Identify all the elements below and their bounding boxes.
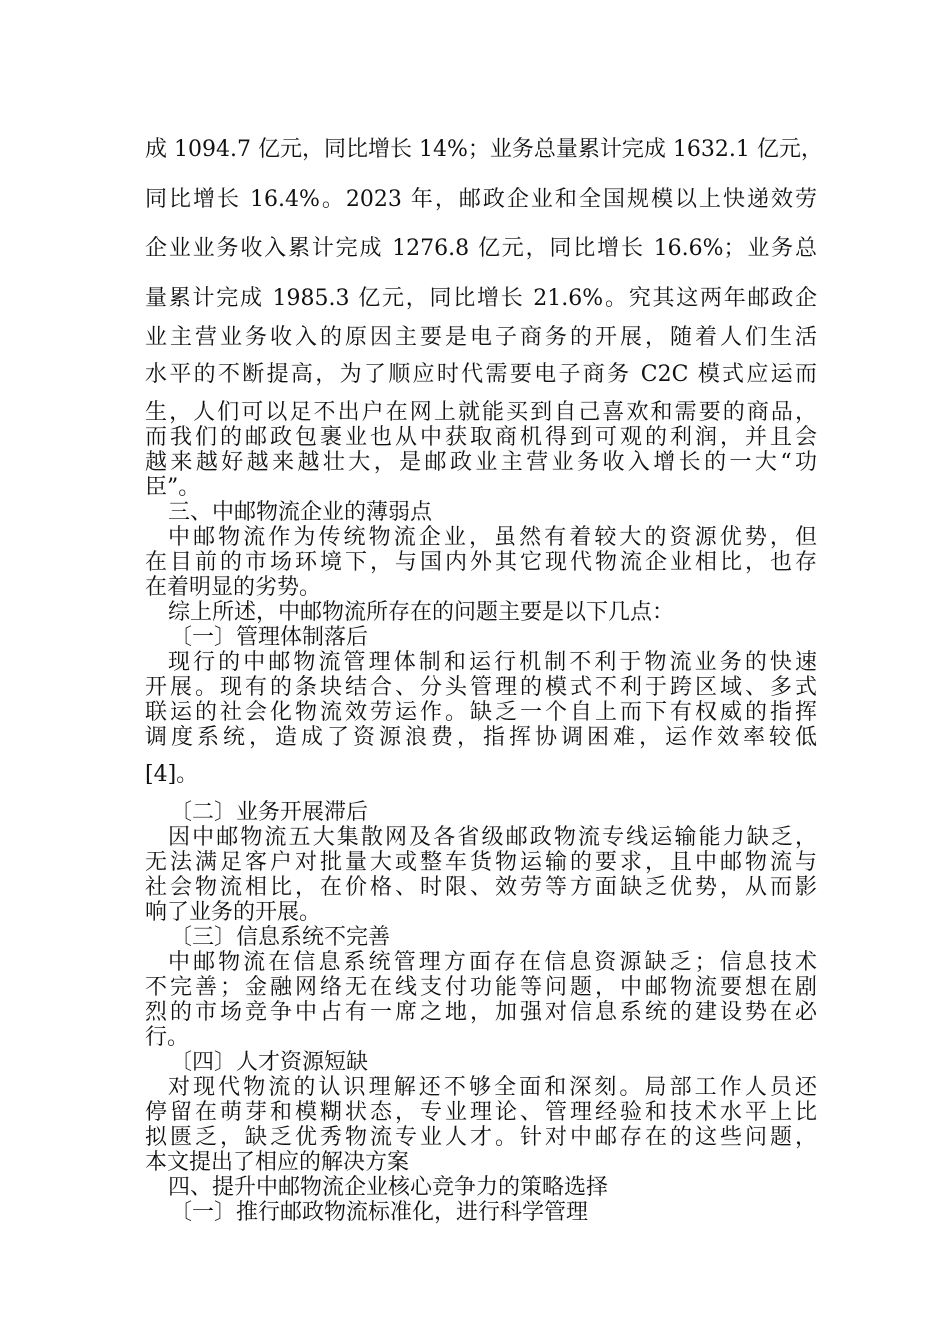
body-text-line: 企业业务收入累计完成 1276.8 亿元，同比增长 16.6%；业务总 (145, 236, 817, 261)
body-text-line: 拟匮乏，缺乏优秀物流专业人才。针对中邮存在的这些问题， (145, 1125, 817, 1150)
body-text-line: 综上所述，中邮物流所存在的问题主要是以下几点： (168, 600, 675, 625)
subsection-heading: 〔一〕推行邮政物流标准化，进行科学管理 (170, 1200, 589, 1225)
body-text-line: 量累计完成 1985.3 亿元，同比增长 21.6%。究其这两年邮政企 (145, 286, 817, 311)
body-text-line: 调度系统，造成了资源浪费，指挥协调困难，运作效率较低 (145, 725, 817, 750)
body-text-line: 在着明显的劣势。 (145, 575, 322, 600)
body-text-line: 中邮物流作为传统物流企业，虽然有着较大的资源优势，但 (168, 525, 817, 550)
body-text-line: 中邮物流在信息系统管理方面存在信息资源缺乏；信息技术 (168, 950, 817, 975)
body-text-line: 在目前的市场环境下，与国内外其它现代物流企业相比，也存 (145, 550, 817, 575)
body-text-line: 开展。现有的条块结合、分头管理的模式不利于跨区域、多式 (145, 675, 817, 700)
body-text-line: 成 1094.7 亿元，同比增长 14%；业务总量累计完成 1632.1 亿元， (145, 137, 823, 162)
subsection-heading: 〔一〕管理体制落后 (170, 625, 369, 650)
body-text-line: 本文提出了相应的解决方案 (145, 1150, 410, 1175)
body-text-line: 停留在萌芽和模糊状态，专业理论、管理经验和技术水平上比 (145, 1100, 817, 1125)
body-text-line: 业主营业务收入的原因主要是电子商务的开展，随着人们生活 (145, 325, 817, 350)
body-text-line: 现行的中邮物流管理体制和运行机制不利于物流业务的快速 (168, 650, 817, 675)
body-text-line: 而我们的邮政包裹业也从中获取商机得到可观的利润，并且会 (145, 425, 817, 450)
body-text-line: 联运的社会化物流效劳运作。缺乏一个自上而下有权威的指挥 (145, 700, 817, 725)
body-text-line: 同比增长 16.4%。2023 年，邮政企业和全国规模以上快递效劳 (145, 187, 817, 212)
subsection-heading: 〔二〕业务开展滞后 (170, 800, 369, 825)
subsection-heading: 〔三〕信息系统不完善 (170, 925, 391, 950)
subsection-heading: 〔四〕人才资源短缺 (170, 1050, 369, 1075)
body-text-line: 社会物流相比，在价格、时限、效劳等方面缺乏优势，从而影 (145, 875, 817, 900)
section-heading: 四、提升中邮物流企业核心竞争力的策略选择 (168, 1175, 609, 1200)
body-text-line: 对现代物流的认识理解还不够全面和深刻。局部工作人员还 (168, 1075, 817, 1100)
body-text-line: 因中邮物流五大集散网及各省级邮政物流专线运输能力缺乏， (168, 825, 817, 850)
section-heading: 三、中邮物流企业的薄弱点 (168, 500, 433, 525)
body-text-line: 水平的不断提高，为了顺应时代需要电子商务 C2C 模式应运而 (145, 362, 817, 387)
body-text-line: 烈的市场竞争中占有一席之地，加强对信息系统的建设势在必 (145, 1000, 817, 1025)
body-text-line: 无法满足客户对批量大或整车货物运输的要求，且中邮物流与 (145, 850, 817, 875)
body-text-line: 行。 (145, 1025, 190, 1050)
body-text-line: 越来越好越来越壮大，是邮政业主营业务收入增长的一大“功 (145, 450, 817, 475)
body-text-line: 不完善；金融网络无在线支付功能等问题，中邮物流要想在剧 (145, 975, 817, 1000)
body-text-line: 响了业务的开展。 (145, 900, 322, 925)
body-text-line: 生，人们可以足不出户在网上就能买到自己喜欢和需要的商品， (145, 400, 817, 425)
body-text-line: [4]。 (145, 762, 199, 787)
body-text-line: 臣”。 (145, 475, 201, 500)
